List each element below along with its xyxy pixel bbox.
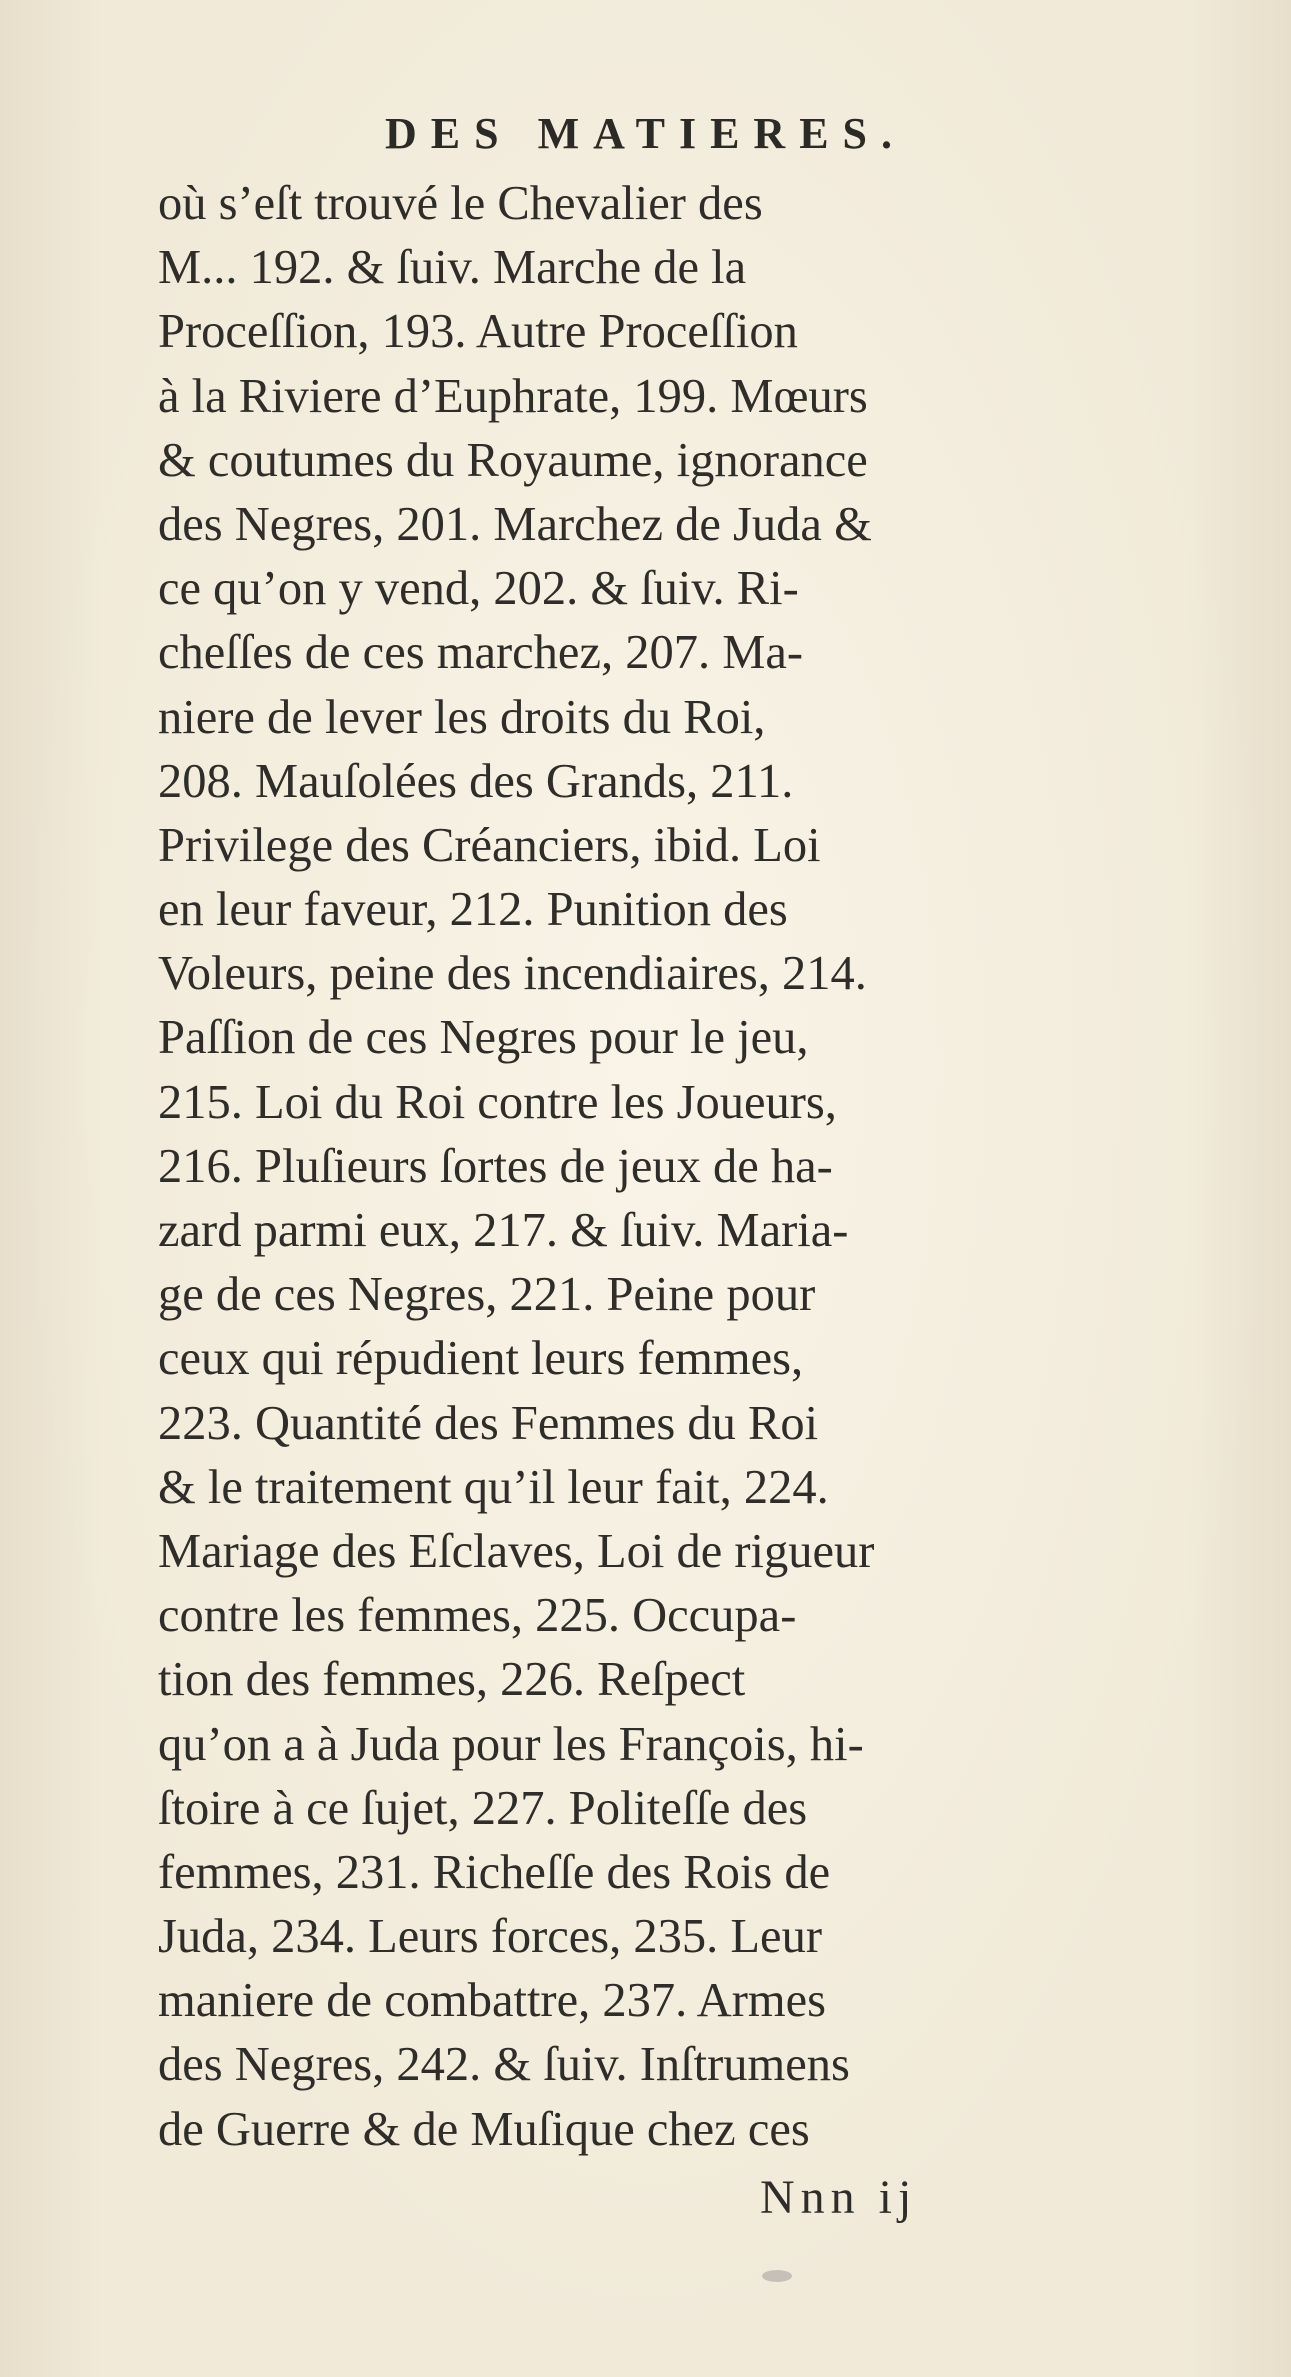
text-line: Voleurs, peine des incendiaires, 214. [158, 947, 867, 1001]
text-line: 208. Mauſolées des Grands, 211. [158, 754, 794, 808]
text-line: cheſſes de ces marchez, 207. Ma- [158, 626, 804, 680]
text-line: ſtoire à ce ſujet, 227. Politeſſe des [158, 1781, 808, 1835]
text-line: à la Riviere d’Euphrate, 199. Mœurs [158, 369, 868, 423]
text-line: contre les femmes, 225. Occupa- [158, 1589, 797, 1643]
text-line: niere de lever les droits du Roi, [158, 690, 766, 744]
text-line: où s’eſt trouvé le Chevalier des [158, 177, 763, 230]
text-line: femmes, 231. Richeſſe des Rois de [158, 1845, 831, 1899]
text-line: & le traitement qu’il leur fait, 224. [158, 1460, 829, 1514]
running-head: DES MATIERES. [384, 109, 907, 158]
text-line: zard parmi eux, 217. & ſuiv. Maria- [158, 1204, 849, 1257]
text-line: Paſſion de ces Negres pour le jeu, [158, 1011, 809, 1065]
text-line: Proceſſion, 193. Autre Proceſſion [158, 305, 798, 359]
text-line: ce qu’on y vend, 202. & ſuiv. Ri- [158, 562, 799, 616]
index-text-block [158, 172, 1086, 2162]
text-line: qu’on a à Juda pour les François, hi- [158, 1717, 864, 1771]
text-line: ceux qui répudient leurs femmes, [158, 1332, 804, 1386]
text-line: & coutumes du Royaume, ignorance [158, 433, 868, 487]
text-line: 215. Loi du Roi contre les Joueurs, [158, 1075, 837, 1129]
text-line: maniere de combattre, 237. Armes [158, 1974, 826, 2028]
text-line: tion des femmes, 226. Reſpect [158, 1653, 746, 1707]
text-line: ge de ces Negres, 221. Peine pour [158, 1268, 816, 1322]
text-line: 223. Quantité des Femmes du Roi [158, 1396, 819, 1450]
text-line: des Negres, 201. Marchez de Juda & [158, 497, 872, 551]
ink-blot [762, 2270, 792, 2282]
signature-mark: Nnn ij [760, 2171, 918, 2224]
text-line: Juda, 234. Leurs forces, 235. Leur [158, 1910, 822, 1964]
text-line: 216. Pluſieurs ſortes de jeux de ha- [158, 1139, 833, 1193]
text-line: Privilege des Créanciers, ibid. Loi [158, 818, 821, 872]
text-line: des Negres, 242. & ſuiv. Inſtrumens [158, 2038, 850, 2092]
text-line: en leur faveur, 212. Punition des [158, 883, 788, 937]
text-line: Mariage des Eſclaves, Loi de rigueur [158, 1524, 875, 1578]
text-line: M... 192. & ſuiv. Marche de la [158, 241, 747, 295]
text-line: de Guerre & de Muſique chez ces [158, 2102, 810, 2156]
